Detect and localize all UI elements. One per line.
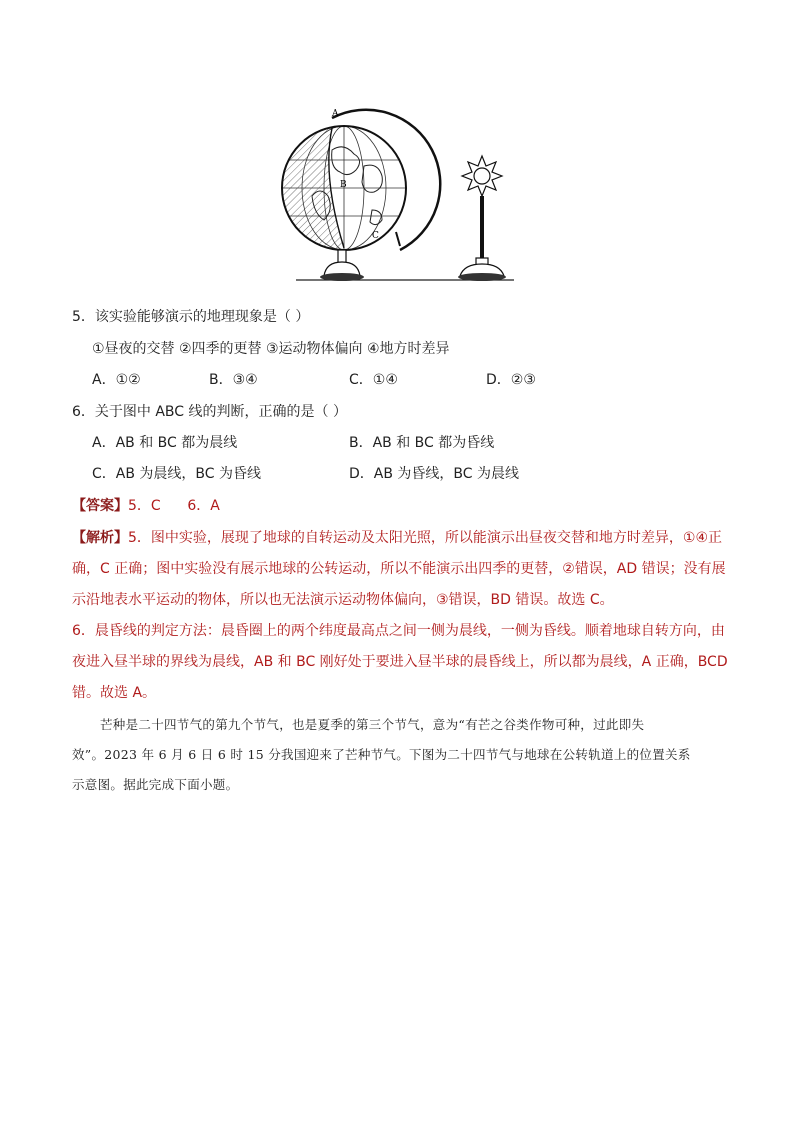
label-a: A: [332, 109, 339, 119]
q5-option-b[interactable]: B．③④: [209, 372, 258, 388]
q6-stem: 6．关于图中 ABC 线的判断，正确的是（ ）: [72, 404, 347, 420]
sun-lamp: [458, 156, 506, 281]
answer-tag: 【答案】: [72, 498, 128, 514]
q5-option-c[interactable]: C．①④: [349, 372, 398, 388]
globe-sun-figure: [272, 100, 522, 286]
analysis-p6-line-1: 6．晨昏线的判定方法：晨昏圈上的两个纬度最高点之间一侧为晨线，一侧为昏线。顺着地球自转方向，由: [72, 623, 725, 639]
analysis-p5-line-3: 示沿地表水平运动的物体，所以也无法演示运动物体偏向，③错误，BD 错误。故选 C。: [72, 592, 614, 608]
q5-items: ①昼夜的交替 ②四季的更替 ③运动物体偏向 ④地方时差异: [92, 341, 450, 357]
analysis-p5-line-2: 确，C 正确；图中实验没有展示地球的公转运动，所以不能演示出四季的更替，②错误，AD 错误；没有展: [72, 561, 726, 577]
analysis-p6-line-2: 夜进入昼半球的界线为晨线，AB 和 BC 刚好处于要进入昼半球的晨昏线上，所以都为晨线，A 正确，BCD: [72, 654, 728, 670]
q6-option-a[interactable]: A．AB 和 BC 都为晨线: [92, 435, 238, 451]
answer-line: [72, 496, 220, 516]
intro-line-2: 效”。2023 年 6 月 6 日 6 时 15 分我国迎来了芒种节气。下图为二十四节气与地球在公转轨道上的位置关系: [72, 747, 691, 762]
q5-option-a[interactable]: A．①②: [92, 372, 141, 388]
label-b: B: [340, 180, 347, 190]
analysis-p6-line-3: 错。故选 A。: [72, 685, 157, 701]
q6-option-b[interactable]: B．AB 和 BC 都为昏线: [349, 435, 495, 451]
q5-option-d[interactable]: D．②③: [486, 372, 536, 388]
analysis-tag: 【解析】: [72, 530, 128, 546]
q6-option-d[interactable]: D．AB 为昏线，BC 为晨线: [349, 466, 519, 482]
globe-illustration: [272, 100, 522, 286]
q5-stem: 5．该实验能够演示的地理现象是（ ）: [72, 309, 310, 325]
intro-line-3: 示意图。据此完成下面小题。: [72, 777, 239, 792]
q6-option-c[interactable]: C．AB 为晨线，BC 为昏线: [92, 466, 261, 482]
analysis-p5-line-1: 5．图中实验，展现了地球的自转运动及太阳光照，所以能演示出昼夜交替和地方时差异，①④正: [128, 530, 723, 546]
analysis-line-1: [72, 528, 722, 548]
label-c: C: [372, 231, 379, 241]
intro-line-1: 芒种是二十四节气的第九个节气，也是夏季的第三个节气，意为“有芒之谷类作物可种，过此即失: [100, 717, 645, 732]
answer-text: 5．C 6．A: [128, 498, 220, 514]
